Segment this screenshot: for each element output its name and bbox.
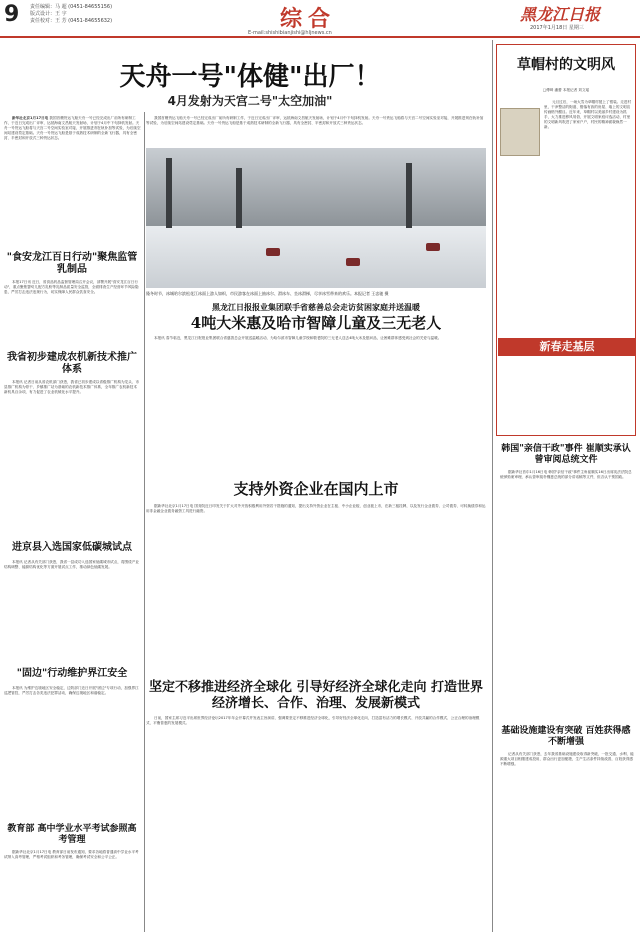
- issue-date: 2017年1月18日 星期三: [530, 25, 584, 31]
- column-rule: [144, 112, 145, 932]
- editor-line: 版式设计：王 宇: [30, 11, 67, 17]
- article-text: 本报讯 记者从有关部门获悉，我省一县成功入选国家低碳城市试点，将围绕产业结构调整、能源结构优化等方面开展试点工作，推动绿色低碳发展。: [4, 560, 139, 569]
- lead-body-column: [4, 116, 142, 246]
- article-title: "食安龙江百日行动"聚焦监管乳制品: [6, 252, 138, 275]
- photo-caption: 隆冬时节，冰城哈尔滨松花江冰面上游人如织，市民游客在冰面上抽冰尔、滑冰车、坐冰滑梯，尽享冰雪带来的欢乐。本报记者 王忠驰 摄: [146, 291, 389, 296]
- ice-sled: [346, 258, 360, 266]
- lead-body-text: 我国首艘货运飞船天舟一号已经完成出厂前所有研制工作，于近日完成出厂评审，运抵海南文昌航天发射场，计划于4月中下旬择机发射。天舟一号货运飞船将与天宫二号空间实验室对接，开展推进剂在轨补加等试验，为后续空间站建设奠定基础。天舟一号货运飞船是基于成熟技术研制的全新飞行器，具有全密封、半密封和开放式三种货运状态。: [146, 116, 484, 125]
- sidebar-body: [544, 100, 632, 330]
- article-text: 日前，国家主席习近平出席世界经济论坛2017年年会开幕式并发表主旨演讲，强调要坚定不移推进经济全球化，引导好经济全球化走向，打造富有活力的增长模式、开放共赢的合作模式、公正合理的治理模式、平衡普惠的发展模式。: [146, 716, 480, 725]
- tree: [166, 158, 172, 228]
- article-text: 记者从有关部门获悉，去年我省基础设施建设取得新突破，一批交通、水利、能源重大项目相继建成投用，群众出行更加便捷，生产生活条件持续改善，百姓获得感不断增强。: [500, 752, 634, 766]
- lead-headline: 天舟一号"体健"出厂！: [119, 62, 381, 92]
- column-banner: 新春走基层: [498, 338, 636, 356]
- article-title: 基础设施建设有突破 百姓获得感不断增强: [501, 726, 631, 747]
- newspaper-photo-icon: [500, 108, 540, 156]
- article-title: 坚定不移推进经济全球化 引导好经济全球化走向 打造世界经济增长、合作、治理、发展新模式: [148, 680, 484, 711]
- sidebar-title: 草帽村的文明风: [517, 57, 615, 73]
- news-photo: [146, 148, 486, 288]
- editor-line: 责任编辑：马 超 (0451-84655156): [30, 4, 113, 10]
- article-text: 据新华社北京1月17日电 国务院近日印发关于扩大对外开放积极利用外资若干措施的通知，提出支持外资企业在主板、中小企业板、创业板上市，在新三板挂牌，以及发行企业债券、公司债券、可转换债券和运用非金融企业债务融资工具进行融资。: [146, 504, 486, 513]
- lead-body-continued: [146, 116, 486, 146]
- ice-surface: [146, 226, 486, 288]
- lead-subhead: 4月发射为天宫二号"太空加油": [167, 94, 333, 108]
- tree: [406, 163, 412, 228]
- paper-name: 黑龙江日报: [520, 5, 601, 24]
- article-text: 本报讯 为维护边境地区安全稳定，边防部门近日开展"固边"专项行动，加强界江巡逻管控，严厉打击各类违法犯罪活动，确保边境地区和谐稳定。: [4, 686, 139, 695]
- article-body: [146, 336, 486, 476]
- ice-sled: [426, 243, 440, 251]
- article-body: [4, 686, 140, 816]
- article-body: [500, 470, 634, 720]
- article-title: 教育部 高中学业水平考试参照高考管理: [7, 824, 137, 845]
- sidebar-byline: □傅琦 潘蕾 本报记者 刘文瑶: [542, 88, 590, 92]
- article-body: [500, 752, 634, 930]
- article-body: [4, 560, 140, 660]
- lead-byline: 新华社北京1月17日电: [12, 116, 49, 120]
- page-number: 9: [4, 2, 20, 27]
- ice-sled: [266, 248, 280, 256]
- article-title: 进京县入选国家低碳城试点: [12, 542, 132, 553]
- article-title: 我省初步建成农机新技术推广体系: [7, 352, 137, 375]
- article-text: 本报讯 春节临近，黑龙江日报报业集团联合省慈善总会开展送温暖活动，为哈尔滨市智障儿童学校和敬老院的三无老人送去4吨大米及慰问品，让困难群体感受到社会的关爱与温暖。: [154, 336, 442, 340]
- editor-line: 责任校对：王 芳 (0451-84655632): [30, 18, 113, 24]
- article-body: [146, 504, 486, 674]
- article-kicker: 黑龙江日报报业集团联手省慈善总会走访贫困家庭并送温暖: [212, 302, 420, 312]
- article-body: [146, 716, 486, 930]
- article-title: 4吨大米惠及哈市智障儿童及三无老人: [190, 314, 442, 332]
- lead-body: 我国首艘货运飞船天舟一号已经完成出厂前所有研制工作，于近日完成出厂评审，运抵海南文昌航天发射场，计划于4月中下旬择机发射。天舟一号货运飞船将与天宫二号空间实验室对接，开展推进剂在轨补加等试验，为后续空间站建设奠定基础。天舟一号货运飞船是基于成熟技术研制的全新飞行器，具有全密封、半密封和开放式三种货运状态。: [4, 116, 141, 140]
- article-body: [4, 380, 140, 540]
- editor-email: E-mail:shishibianjishi@hljnews.cn: [248, 30, 332, 36]
- masthead: [0, 0, 640, 38]
- section-title: 综合: [280, 7, 337, 32]
- article-text: 本报17日讯 近日，省食品药品监督管理局召开会议，部署开展"食安龙江百日行动"，重点聚焦婴幼儿配方乳粉等乳制品质量安全监管，全面排查生产经营环节风险隐患，严厉打击违法违规行为，切实保障人民群众饮食安全。: [4, 280, 139, 294]
- article-body: [4, 850, 140, 930]
- article-title: "固边"行动维护界江安全: [16, 668, 128, 679]
- article-title: 支持外资企业在国内上市: [233, 480, 399, 498]
- sidebar-text: 元旦过后，一场大雪为草帽村披上了银装。走进村里，干净整洁的街道、错落有致的房屋、墙上的文明宣传画格外醒目。近年来，草帽村以美丽乡村建设为抓手，大力推进移风易俗，开展文明家庭评选活动，村里的文明新风吹进了家家户户，村民的精神面貌焕然一新。: [544, 100, 632, 129]
- article-body: [4, 280, 140, 350]
- article-text: 据新华社北京1月17日电 教育部日前发布通知，要求各地将普通高中学业水平考试纳入高考管理，严格考试组织和考务管理，确保考试安全和公平公正。: [4, 850, 139, 859]
- column-rule: [492, 40, 493, 932]
- article-title: 韩国"亲信干政"事件 崔顺实承认曾审阅总统文件: [501, 444, 631, 465]
- article-text: 本报讯 记者日前从省农机部门获悉，我省已初步建成以省级推广机构为龙头、市县推广机构为骨干、乡镇推广站为基础的农机新技术推广体系，全年推广农机新技术新机具百余项，有力促进了农业机械化水平提升。: [4, 380, 139, 394]
- editor-credits: [30, 4, 112, 25]
- tree: [236, 168, 242, 228]
- article-text: 据新华社首尔1月16日电 韩国"亲信干政"事件主角崔顺实16日出席宪法法院总统弹劾案审理，承认曾审阅朴槿惠总统的部分讲话稿等文件，但否认干预国政。: [500, 470, 632, 479]
